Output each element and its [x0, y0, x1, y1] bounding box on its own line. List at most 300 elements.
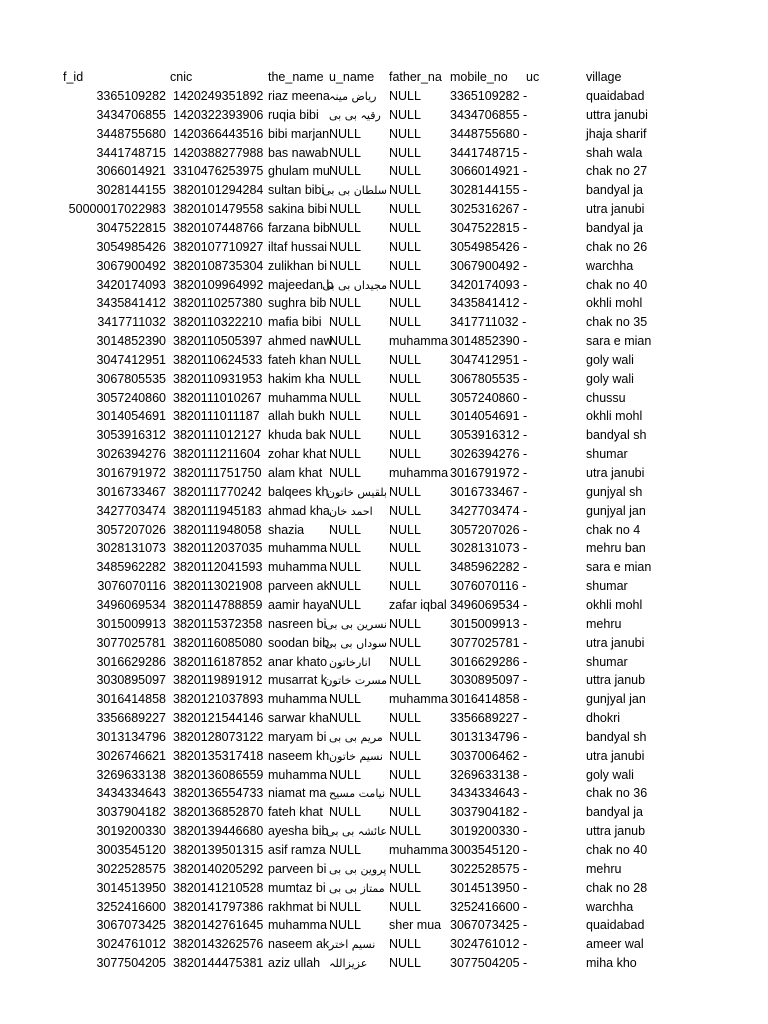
cell-mobile-no: 3026394276 - [450, 447, 528, 462]
cell-f-id: 3067900492 [96, 258, 166, 273]
cell-u-name: NULL [329, 296, 361, 311]
cell-father-name: NULL [389, 616, 421, 631]
cell-cnic: 3820144475381 [173, 956, 264, 971]
cell-cnic: 3820139446680 [173, 824, 264, 839]
cell-the-name: aamir haya [268, 597, 330, 612]
cell-cnic: 3820121544146 [173, 711, 264, 726]
cell-f-id: 3013134796 [96, 729, 166, 744]
cell-mobile-no: 3077025781 - [450, 635, 528, 650]
cell-cnic: 1420388277988 [173, 145, 264, 160]
cell-village: goly wali [586, 352, 634, 367]
cell-mobile-no: 3057207026 - [450, 522, 528, 537]
cell-f-id: 3077504205 [96, 956, 166, 971]
cell-cnic: 3820112037035 [173, 541, 263, 556]
cell-the-name: muhamma [268, 560, 328, 575]
cell-village: utra janubi [586, 748, 645, 763]
cell-village: quaidabad [586, 918, 645, 933]
cell-the-name: niamat ma [268, 786, 327, 801]
cell-f-id: 3016733467 [96, 484, 166, 499]
cell-the-name: sughra bib [268, 296, 327, 311]
cell-cnic: 3820107448766 [173, 220, 264, 235]
cell-the-name: ahmed naw [268, 334, 333, 349]
cell-f-id: 3047522815 [96, 220, 166, 235]
cell-u-name: NULL [329, 428, 361, 443]
cell-father-name: NULL [389, 579, 421, 594]
cell-the-name: farzana bib [268, 220, 330, 235]
cell-cnic: 3820111012127 [173, 428, 262, 443]
cell-f-id: 3077025781 [96, 635, 166, 650]
cell-the-name: mumtaz bi [268, 880, 326, 895]
cell-cnic: 3820136554733 [173, 786, 264, 801]
cell-f-id: 3047412951 [96, 352, 166, 367]
cell-f-id: 3003545120 [96, 843, 166, 857]
cell-the-name: aziz ullah [268, 956, 321, 971]
cell-the-name: naseem ak [268, 937, 330, 952]
cell-f-id: 50000017022983 [68, 202, 166, 217]
cell-u-name: NULL [329, 202, 361, 217]
table-row [0, 747, 768, 766]
table-row [0, 389, 768, 408]
table-row [0, 615, 768, 634]
cell-u-name: NULL [329, 315, 361, 330]
cell-cnic: 3820110322210 [173, 315, 263, 330]
cell-mobile-no: 3022528575 - [450, 861, 528, 876]
cell-cnic: 3820116187852 [173, 654, 263, 669]
table-row [0, 313, 768, 332]
cell-mobile-no: 3014054691 - [450, 409, 528, 424]
cell-mobile-no: 3016629286 - [450, 654, 528, 669]
cell-f-id: 3269633138 [96, 767, 166, 782]
table-row [0, 332, 768, 351]
cell-village: gunjyal jan [586, 503, 646, 518]
cell-father-name: NULL [389, 126, 421, 141]
cell-father-name: sher mua [389, 918, 442, 933]
cell-mobile-no: 3448755680 - [450, 126, 528, 141]
cell-cnic: 3820110624533 [173, 352, 263, 367]
cell-village: chak no 40 [586, 843, 648, 857]
cell-father-name: NULL [389, 220, 421, 235]
cell-u-name: NULL [329, 597, 361, 612]
cell-village: warchha [586, 258, 634, 273]
table-row [0, 954, 768, 973]
cell-father-name: NULL [389, 145, 421, 160]
cell-cnic: 3820111948058 [173, 522, 262, 537]
table-row [0, 445, 768, 464]
cell-village: okhli mohl [586, 597, 643, 612]
cell-mobile-no: 3047412951 - [450, 352, 528, 367]
cell-cnic: 3820101479558 [173, 202, 264, 217]
cell-mobile-no: 3496069534 - [450, 597, 528, 612]
cell-the-name: zohar khat [268, 447, 327, 462]
cell-cnic: 3820121037893 [173, 692, 264, 707]
cell-cnic: 3820110257380 [173, 296, 263, 311]
cell-f-id: 3435841412 [96, 296, 166, 311]
cell-the-name: sakina bibi [268, 202, 328, 217]
cell-u-name: NULL [329, 390, 361, 405]
cell-f-id: 3022528575 [96, 861, 166, 876]
cell-mobile-no: 3030895097 - [450, 673, 528, 688]
cell-father-name: muhamma [389, 466, 449, 480]
cell-u-name: عزیزاللہ [329, 957, 368, 971]
table-row [0, 784, 768, 803]
cell-the-name: anar khato [268, 654, 328, 669]
cell-u-name: نیامت مسیح [329, 787, 386, 801]
cell-the-name: majeedan b [268, 277, 334, 292]
cell-village: gunjyal sh [586, 484, 643, 499]
cell-u-name: سلطان بی بی [322, 184, 387, 198]
cell-village: chussu [586, 390, 626, 405]
cell-village: sara e mian [586, 334, 652, 349]
cell-village: bandyal sh [586, 428, 647, 443]
cell-cnic: 3820128073122 [173, 729, 264, 744]
table-row [0, 653, 768, 672]
cell-u-name: NULL [329, 334, 361, 349]
cell-cnic: 3820111211604 [173, 447, 261, 462]
cell-father-name: NULL [389, 164, 421, 179]
cell-the-name: bas nawab [268, 145, 329, 160]
cell-u-name: NULL [329, 126, 361, 141]
cell-mobile-no: 3014513950 - [450, 880, 528, 895]
table-row [0, 916, 768, 935]
cell-f-id: 3014852390 [96, 334, 166, 349]
cell-village: ameer wal [586, 937, 644, 952]
cell-f-id: 3026746621 [96, 748, 166, 763]
cell-father-name: NULL [389, 277, 421, 292]
cell-father-name: NULL [389, 107, 421, 122]
cell-f-id: 3026394276 [96, 447, 166, 462]
cell-mobile-no: 3024761012 - [450, 937, 528, 952]
cell-mobile-no: 3434706855 - [450, 107, 528, 122]
cell-father-name: muhamma [389, 843, 449, 857]
cell-the-name: ghulam mu [268, 164, 330, 179]
cell-u-name: مریم بی بی [329, 730, 383, 744]
cell-cnic: 3820111770242 [173, 484, 262, 499]
cell-father-name: NULL [389, 239, 421, 254]
header-u-name: u_name [329, 70, 375, 84]
cell-u-name: پروین بی بی [329, 862, 387, 876]
cell-u-name: نسیم خاتون [329, 749, 383, 763]
cell-mobile-no: 3028144155 - [450, 183, 528, 198]
cell-father-name: NULL [389, 805, 421, 820]
cell-village: jhaja sharif [586, 126, 647, 141]
cell-mobile-no: 3441748715 - [450, 145, 528, 160]
cell-cnic: 3820101294284 [173, 183, 264, 198]
cell-village: goly wali [586, 767, 634, 782]
cell-village: chak no 28 [586, 880, 648, 895]
cell-mobile-no: 3013134796 - [450, 729, 528, 744]
cell-f-id: 3015009913 [96, 616, 166, 631]
cell-u-name: NULL [329, 466, 361, 480]
cell-u-name: NULL [329, 164, 361, 179]
cell-f-id: 3420174093 [96, 277, 166, 292]
cell-the-name: balqees kh [268, 484, 329, 499]
cell-u-name: NULL [329, 579, 361, 594]
cell-f-id: 3365109282 [96, 89, 166, 103]
cell-cnic: 3820143262576 [173, 937, 264, 952]
cell-village: utra janubi [586, 202, 645, 217]
cell-u-name: احمد خان [329, 504, 373, 518]
cell-f-id: 3496069534 [96, 597, 166, 612]
table-row [0, 144, 768, 163]
cell-u-name: NULL [329, 145, 361, 160]
cell-u-name: نسرین بی بی [325, 617, 387, 631]
cell-u-name: عائشہ بی بی [326, 825, 387, 839]
cell-mobile-no: 3420174093 - [450, 277, 528, 292]
cell-cnic: 3820113021908 [173, 579, 263, 594]
cell-u-name: NULL [329, 918, 361, 933]
table-row [0, 370, 768, 389]
cell-mobile-no: 3067900492 - [450, 258, 528, 273]
cell-f-id: 3054985426 [96, 239, 166, 254]
cell-cnic: 3820139501315 [173, 843, 264, 857]
cell-the-name: soodan bib [268, 635, 330, 650]
cell-father-name: NULL [389, 673, 421, 688]
cell-u-name: نسیم اختر [329, 938, 376, 952]
cell-village: chak no 40 [586, 277, 648, 292]
cell-mobile-no: 3417711032 - [450, 315, 527, 330]
cell-cnic: 3820115372358 [173, 616, 263, 631]
cell-the-name: zulikhan bi [268, 258, 328, 273]
cell-father-name: NULL [389, 748, 421, 763]
cell-mobile-no: 3054985426 - [450, 239, 528, 254]
cell-father-name: NULL [389, 711, 421, 726]
cell-father-name: NULL [389, 202, 421, 217]
cell-the-name: parveen bi [268, 861, 327, 876]
cell-f-id: 3441748715 [96, 145, 166, 160]
cell-f-id: 3057240860 [96, 390, 166, 405]
cell-village: uttra janub [586, 824, 646, 839]
cell-father-name: NULL [389, 956, 421, 971]
table-row [0, 276, 768, 295]
table-row [0, 634, 768, 653]
cell-cnic: 3820110505397 [173, 334, 263, 349]
cell-the-name: bibi marjan [268, 126, 330, 141]
table-row [0, 822, 768, 841]
cell-mobile-no: 3016733467 - [450, 484, 528, 499]
cell-f-id: 3417711032 [97, 315, 166, 330]
cell-the-name: sultan bibi [268, 183, 325, 198]
cell-the-name: shazia [268, 522, 305, 537]
cell-cnic: 1420249351892 [173, 89, 264, 103]
cell-village: gunjyal jan [586, 692, 646, 707]
cell-u-name: ممتاز بی بی [329, 881, 385, 895]
cell-the-name: muhamma [268, 390, 328, 405]
cell-the-name: ruqia bibi [268, 107, 319, 122]
header-row [0, 68, 768, 87]
cell-cnic: 3820111751750 [173, 466, 262, 480]
cell-father-name: NULL [389, 183, 421, 198]
cell-f-id: 3053916312 [96, 428, 166, 443]
cell-mobile-no: 3028131073 - [450, 541, 528, 556]
cell-father-name: NULL [389, 786, 421, 801]
cell-the-name: asif ramza [268, 843, 326, 857]
cell-the-name: ahmad kha [268, 503, 330, 518]
cell-father-name: NULL [389, 315, 421, 330]
cell-u-name: مجیداں بی بی [322, 278, 387, 292]
cell-f-id: 3028144155 [96, 183, 166, 198]
cell-father-name: NULL [389, 861, 421, 876]
cell-village: shumar [586, 447, 628, 462]
cell-mobile-no: 3434334643 - [450, 786, 528, 801]
cell-mobile-no: 3037006462 - [450, 748, 528, 763]
cell-the-name: musarrat k [268, 673, 328, 688]
cell-mobile-no: 3019200330 - [450, 824, 528, 839]
cell-father-name: NULL [389, 767, 421, 782]
cell-u-name: ریاض مینہ [329, 90, 377, 103]
cell-the-name: ayesha bib [268, 824, 329, 839]
table-row [0, 841, 768, 860]
header-uc: uc [526, 70, 540, 84]
cell-cnic: 3820111010267 [173, 390, 262, 405]
cell-cnic: 3820119891912 [173, 673, 263, 688]
cell-the-name: riaz meena [268, 89, 330, 103]
cell-f-id: 3016629286 [96, 654, 166, 669]
cell-mobile-no: 3014852390 - [450, 334, 528, 349]
cell-the-name: nasreen bi [268, 616, 327, 631]
cell-mobile-no: 3047522815 - [450, 220, 528, 235]
cell-father-name: NULL [389, 352, 421, 367]
table-row [0, 709, 768, 728]
cell-village: chak no 26 [586, 239, 648, 254]
table-row [0, 502, 768, 521]
cell-the-name: parveen ak [268, 579, 330, 594]
cell-father-name: NULL [389, 447, 421, 462]
table-row [0, 407, 768, 426]
cell-village: utra janubi [586, 635, 645, 650]
table-row [0, 294, 768, 313]
cell-f-id: 3028131073 [96, 541, 166, 556]
cell-village: bandyal ja [586, 220, 643, 235]
header-village: village [586, 70, 622, 84]
cell-village: miha kho [586, 956, 637, 971]
cell-mobile-no: 3485962282 - [450, 560, 528, 575]
cell-u-name: NULL [329, 409, 361, 424]
cell-mobile-no: 3067073425 - [450, 918, 528, 933]
cell-f-id: 3030895097 [96, 673, 166, 688]
cell-father-name: NULL [389, 937, 421, 952]
cell-u-name: NULL [329, 899, 361, 914]
cell-the-name: maryam bi [268, 729, 327, 744]
cell-f-id: 3448755680 [96, 126, 166, 141]
cell-mobile-no: 3077504205 - [450, 956, 528, 971]
cell-cnic: 3820141797386 [173, 899, 264, 914]
cell-village: shumar [586, 579, 628, 594]
table-row [0, 125, 768, 144]
header-mobile-no: mobile_no [450, 70, 508, 84]
cell-f-id: 3057207026 [96, 522, 166, 537]
cell-u-name: NULL [329, 447, 361, 462]
cell-u-name: انارخاتون [329, 655, 371, 669]
cell-f-id: 3485962282 [96, 560, 166, 575]
cell-the-name: muhamma [268, 541, 328, 556]
cell-u-name: NULL [329, 767, 361, 782]
cell-mobile-no: 3076070116 - [450, 579, 527, 594]
table-row [0, 238, 768, 257]
cell-father-name: NULL [389, 824, 421, 839]
cell-u-name: رقیہ بی بی [329, 108, 381, 122]
cell-village: warchha [586, 899, 634, 914]
cell-u-name: NULL [329, 522, 361, 537]
cell-cnic: 3820111945183 [173, 503, 262, 518]
cell-u-name: NULL [329, 541, 361, 556]
cell-the-name: sarwar kha [268, 711, 330, 726]
table-row [0, 162, 768, 181]
cell-mobile-no: 3269633138 - [450, 767, 528, 782]
header-father-name: father_na [389, 70, 442, 84]
cell-village: shah wala [586, 145, 643, 160]
cell-cnic: 3820110931953 [173, 371, 263, 386]
cell-village: mehru [586, 861, 622, 876]
cell-village: bandyal ja [586, 805, 643, 820]
cell-village: okhli mohl [586, 296, 643, 311]
table-row [0, 257, 768, 276]
cell-u-name: NULL [329, 352, 361, 367]
cell-village: chak no 35 [586, 315, 648, 330]
cell-village: uttra janub [586, 673, 646, 688]
cell-f-id: 3037904182 [96, 805, 166, 820]
cell-father-name: NULL [389, 880, 421, 895]
cell-father-name: NULL [389, 541, 421, 556]
cell-u-name: NULL [329, 692, 361, 707]
cell-f-id: 3252416600 [96, 899, 166, 914]
cell-father-name: NULL [389, 899, 421, 914]
cell-village: dhokri [586, 711, 621, 726]
cell-mobile-no: 3016414858 - [450, 692, 528, 707]
cell-f-id: 3356689227 [96, 711, 166, 726]
cell-mobile-no: 3053916312 - [450, 428, 528, 443]
cell-cnic: 3820140205292 [173, 861, 264, 876]
table-row [0, 860, 768, 879]
table-row [0, 803, 768, 822]
cell-village: quaidabad [586, 89, 645, 103]
cell-cnic: 3820142761645 [173, 918, 264, 933]
table-row [0, 558, 768, 577]
cell-u-name: سوداں بی بی [324, 636, 387, 650]
cell-the-name: iltaf hussai [268, 239, 328, 254]
cell-father-name: NULL [389, 503, 421, 518]
cell-cnic: 3820136086559 [173, 767, 264, 782]
cell-mobile-no: 3003545120 - [450, 843, 528, 857]
table-row [0, 728, 768, 747]
cell-u-name: NULL [329, 711, 361, 726]
cell-village: sara e mian [586, 560, 652, 575]
cell-cnic: 1420366443516 [173, 126, 264, 141]
cell-the-name: muhamma [268, 692, 328, 707]
cell-cnic: 3820116085080 [173, 635, 263, 650]
cell-cnic: 3820107710927 [173, 239, 264, 254]
cell-father-name: NULL [389, 522, 421, 537]
cell-u-name: NULL [329, 843, 361, 857]
cell-cnic: 3820141210528 [173, 880, 264, 895]
table-row [0, 577, 768, 596]
cell-f-id: 3014513950 [96, 880, 166, 895]
table-row [0, 483, 768, 502]
cell-the-name: muhamma [268, 918, 328, 933]
cell-the-name: alam khat [268, 466, 323, 480]
cell-u-name: NULL [329, 371, 361, 386]
table-row [0, 539, 768, 558]
table-row [0, 351, 768, 370]
cell-u-name: NULL [329, 220, 361, 235]
cell-father-name: muhamma [389, 692, 449, 707]
cell-father-name: NULL [389, 390, 421, 405]
cell-mobile-no: 3427703474 - [450, 503, 528, 518]
cell-f-id: 3024761012 [96, 937, 166, 952]
cell-father-name: NULL [389, 258, 421, 273]
cell-f-id: 3067073425 [96, 918, 166, 933]
cell-father-name: NULL [389, 428, 421, 443]
cell-f-id: 3014054691 [96, 409, 166, 424]
